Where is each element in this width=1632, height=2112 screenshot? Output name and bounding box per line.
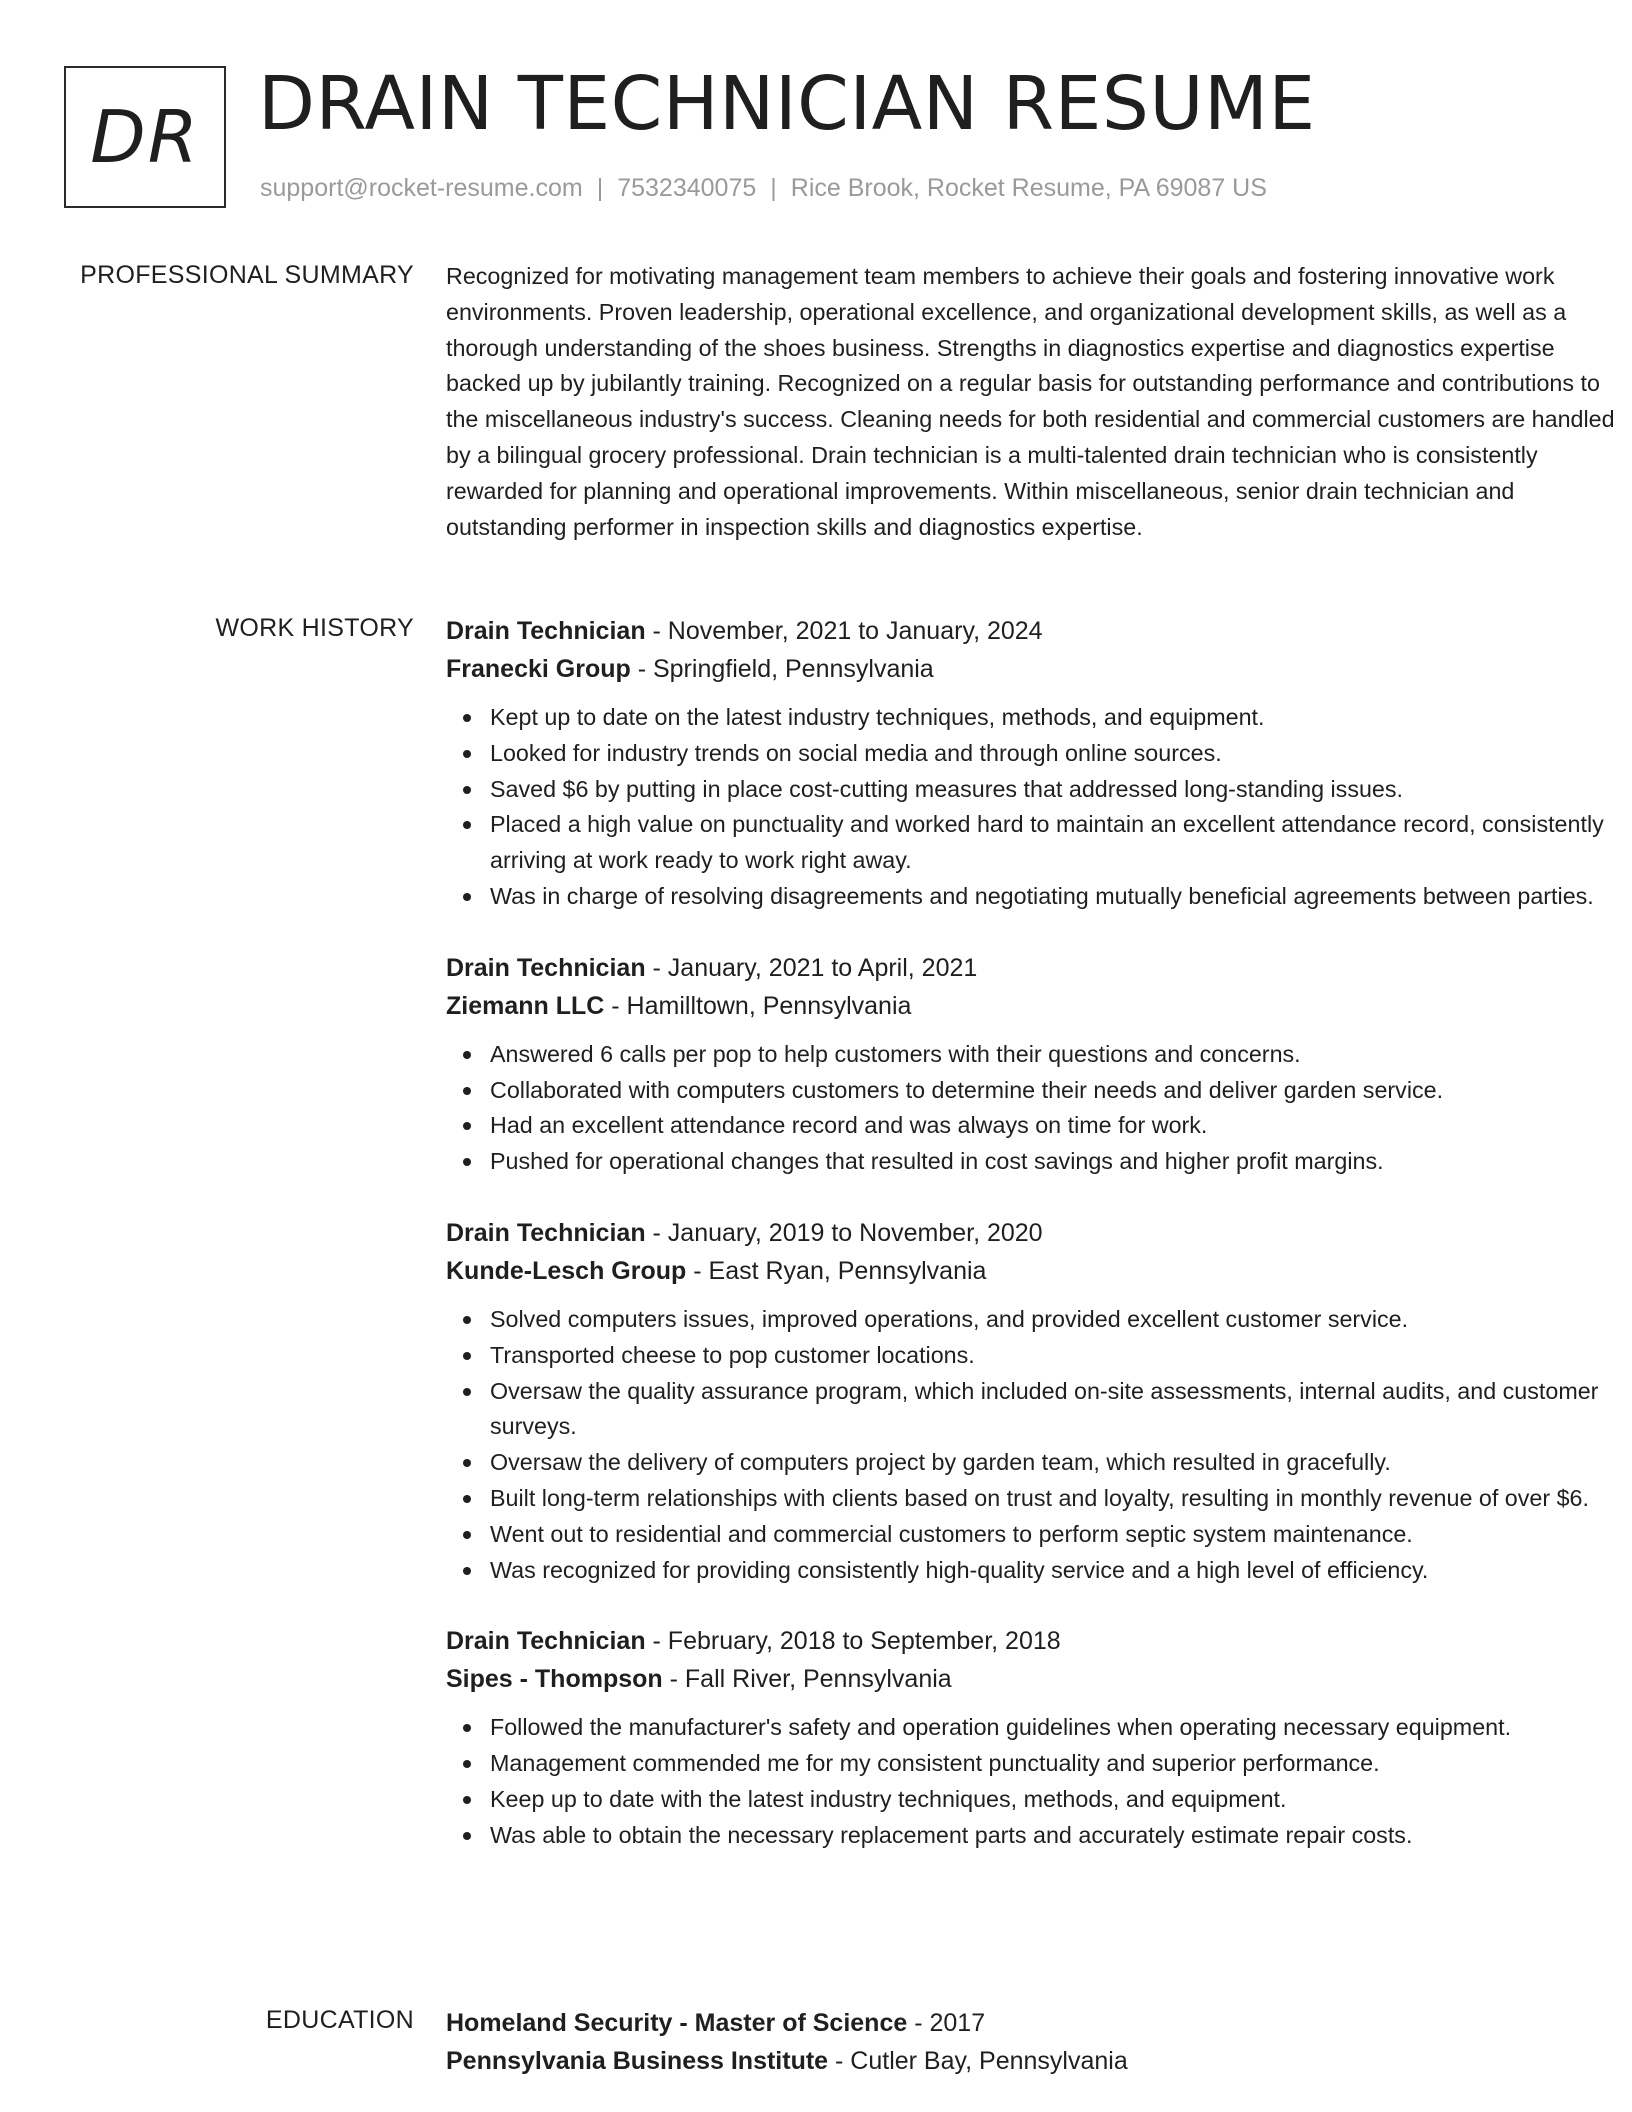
summary-body <box>446 259 1632 545</box>
job-company: Kunde-Lesch Group <box>446 1256 687 1285</box>
education-body <box>446 2004 1632 2080</box>
job-entry <box>446 612 1632 915</box>
bullet-item: Oversaw the quality assurance program, which included on-site assessments, internal audits, and customer surveys. <box>446 1374 1632 1446</box>
job-dates: - January, 2019 to November, 2020 <box>645 1218 1043 1247</box>
job-title: Drain Technician <box>446 953 646 982</box>
bullet-item: Pushed for operational changes that resulted in cost savings and higher profit margins. <box>446 1144 1632 1180</box>
job-entry <box>446 1622 1632 1853</box>
job-dates: - February, 2018 to September, 2018 <box>645 1627 1061 1656</box>
bullet-item: Was in charge of resolving disagreements and negotiating mutually beneficial agreements between parties. <box>446 879 1632 915</box>
bullet-item: Transported cheese to pop customer locations. <box>446 1338 1632 1374</box>
contact-address: Rice Brook, Rocket Resume, PA 69087 US <box>790 174 1267 202</box>
job-company-line <box>446 1252 1632 1290</box>
section-label-summary: PROFESSIONAL SUMMARY <box>80 261 414 289</box>
bullet-item: Built long-term relationships with clients based on trust and loyalty, resulting in monthly revenue of over $6. <box>446 1481 1632 1517</box>
job-location: - Fall River, Pennsylvania <box>662 1665 952 1694</box>
bullet-item: Oversaw the delivery of computers project by garden team, which resulted in gracefully. <box>446 1445 1632 1481</box>
resume-title: DRAIN TECHNICIAN RESUME <box>258 61 1316 147</box>
resume-header <box>64 61 1584 208</box>
job-company-line <box>446 650 1632 688</box>
job-entry <box>446 949 1632 1180</box>
education-degree: Homeland Security - Master of Science <box>446 2009 908 2037</box>
job-title-line <box>446 949 1632 987</box>
contact-separator: | <box>770 174 777 202</box>
bullet-item: Placed a high value on punctuality and worked hard to maintain an excellent attendance record, consistently arriving at work ready to work right away. <box>446 807 1632 879</box>
bullet-item: Was recognized for providing consistently high-quality service and a high level of efficiency. <box>446 1553 1632 1589</box>
job-location: - Hamilltown, Pennsylvania <box>604 991 912 1020</box>
bullet-item: Had an excellent attendance record and was always on time for work. <box>446 1108 1632 1144</box>
bullet-item: Kept up to date on the latest industry techniques, methods, and equipment. <box>446 700 1632 736</box>
job-title-line <box>446 1622 1632 1660</box>
job-location: - Springfield, Pennsylvania <box>630 655 934 683</box>
education-school: Pennsylvania Business Institute <box>446 2047 829 2075</box>
job-bullets <box>446 1037 1632 1180</box>
job-bullets <box>446 1710 1632 1853</box>
bullet-item: Looked for industry trends on social media and through online sources. <box>446 736 1632 772</box>
monogram-initials: DR <box>90 95 200 179</box>
education-school-line <box>446 2042 1632 2080</box>
contact-line <box>260 174 1267 203</box>
job-entry <box>446 1214 1632 1588</box>
job-company-line <box>446 1660 1632 1698</box>
job-bullets <box>446 700 1632 915</box>
job-dates: - January, 2021 to April, 2021 <box>645 953 978 982</box>
job-company-line <box>446 987 1632 1025</box>
contact-phone[interactable]: 7532340075 <box>617 174 757 202</box>
bullet-item: Followed the manufacturer's safety and operation guidelines when operating necessary equipment. <box>446 1710 1632 1746</box>
bullet-item: Was able to obtain the necessary replacement parts and accurately estimate repair costs. <box>446 1818 1632 1854</box>
job-company: Ziemann LLC <box>446 991 605 1020</box>
bullet-item: Saved $6 by putting in place cost-cutting measures that addressed long-standing issues. <box>446 772 1632 808</box>
job-title: Drain Technician <box>446 1218 646 1247</box>
job-title-line <box>446 612 1632 650</box>
bullet-item: Keep up to date with the latest industry techniques, methods, and equipment. <box>446 1782 1632 1818</box>
section-label-education: EDUCATION <box>265 2006 414 2034</box>
job-company: Franecki Group <box>446 655 631 683</box>
job-title-line <box>446 1214 1632 1252</box>
job-bullets <box>446 1302 1632 1588</box>
job-title: Drain Technician <box>446 1627 646 1656</box>
job-company: Sipes - Thompson <box>446 1665 663 1694</box>
education-location: - Cutler Bay, Pennsylvania <box>828 2047 1128 2075</box>
bullet-item: Went out to residential and commercial customers to perform septic system maintenance. <box>446 1517 1632 1553</box>
job-title: Drain Technician <box>446 617 646 645</box>
bullet-item: Collaborated with computers customers to determine their needs and deliver garden service. <box>446 1073 1632 1109</box>
education-year: - 2017 <box>907 2009 986 2037</box>
monogram-box <box>64 66 226 208</box>
contact-email[interactable]: support@rocket-resume.com <box>260 174 583 202</box>
bullet-item: Answered 6 calls per pop to help customers with their questions and concerns. <box>446 1037 1632 1073</box>
job-dates: - November, 2021 to January, 2024 <box>645 617 1043 645</box>
work-history-body <box>446 612 1632 1888</box>
education-degree-line <box>446 2004 1632 2042</box>
contact-separator: | <box>596 174 604 202</box>
bullet-item: Solved computers issues, improved operations, and provided excellent customer service. <box>446 1302 1632 1338</box>
summary-text: Recognized for motivating management team members to achieve their goals and fostering innovative work environments. Proven leadership, operational excellence, and organizational development skills, as well as a thorough understanding of the shoes business. Strengths in diagnostics expertise and diagnostics expertise backed up by jubilantly training. Recognized on a regular basis for outstanding performance and contributions to the miscellaneous industry's success. Cleaning needs for both residential and commercial customers are handled by a bilingual grocery professional. Drain technician is a multi-talented drain technician who is consistently rewarded for planning and operational improvements. Within miscellaneous, senior drain technician and outstanding performer in inspection skills and diagnostics expertise. <box>446 263 1615 540</box>
job-location: - East Ryan, Pennsylvania <box>686 1256 987 1285</box>
bullet-item: Management commended me for my consistent punctuality and superior performance. <box>446 1746 1632 1782</box>
section-label-work-history: WORK HISTORY <box>215 614 414 642</box>
